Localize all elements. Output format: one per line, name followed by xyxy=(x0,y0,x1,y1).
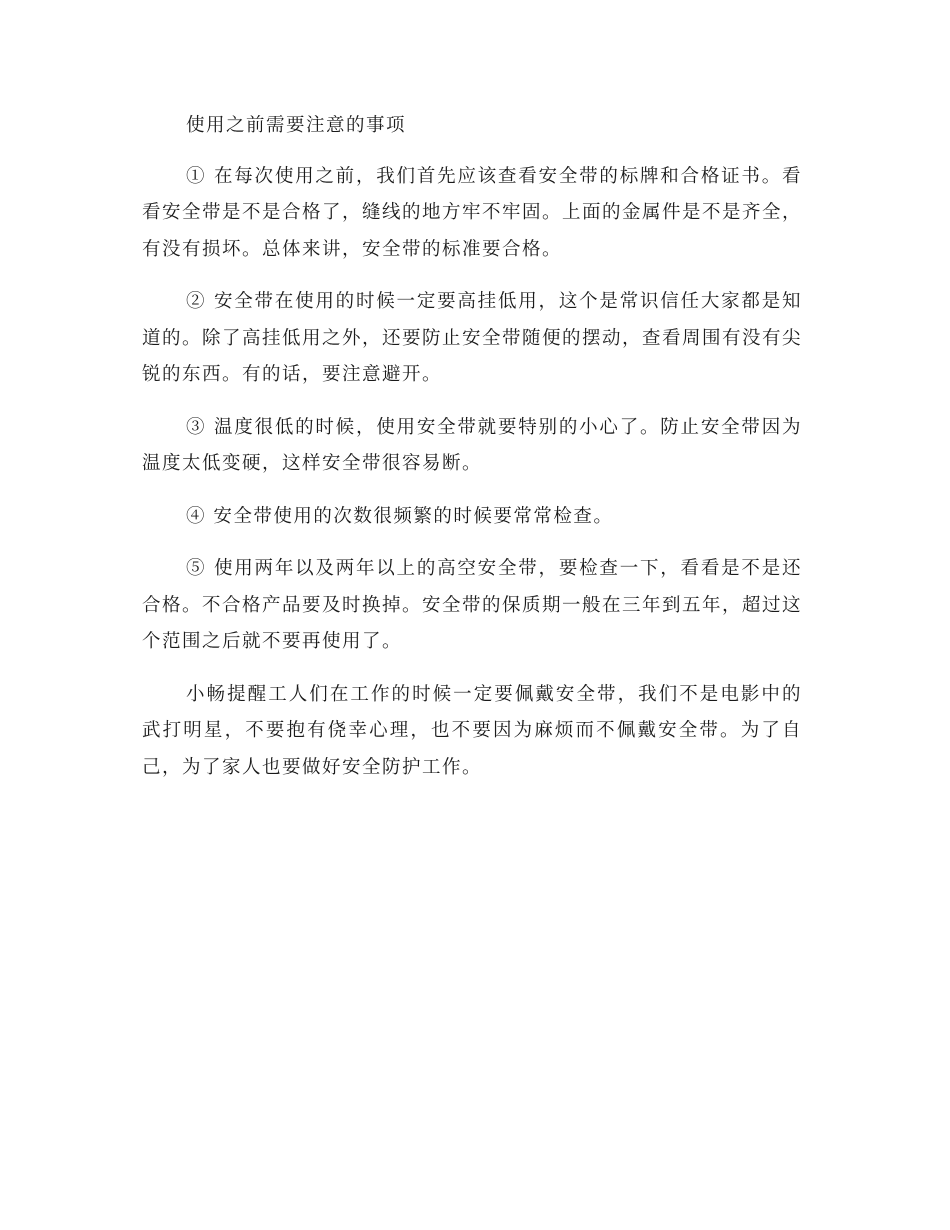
paragraph-1: ① 在每次使用之前，我们首先应该查看安全带的标牌和合格证书。看看安全带是不是合格了，缝线的地方牢不牢固。上面的金属件是不是齐全，有没有损坏。总体来讲，安全带的标准要合格。 xyxy=(142,165,803,260)
document-body xyxy=(142,108,802,802)
section-heading: 使用之前需要注意的事项 xyxy=(186,115,407,136)
closing-paragraph: 小畅提醒工人们在工作的时候一定要佩戴安全带，我们不是电影中的武打明星，不要抱有侥幸心理，也不要因为麻烦而不佩戴安全带。为了自己，为了家人也要做好安全防护工作。 xyxy=(142,683,802,778)
paragraph-5: ⑤ 使用两年以及两年以上的高空安全带，要检查一下，看看是不是还合格。不合格产品要及时换掉。安全带的保质期一般在三年到五年，超过这个范围之后就不要再使用了。 xyxy=(142,558,803,652)
paragraph-2: ② 安全带在使用的时候一定要高挂低用，这个是常识信任大家都是知道的。除了高挂低用之外，还要防止安全带随便的摆动，查看周围有没有尖锐的东西。有的话，要注意避开。 xyxy=(142,291,803,385)
paragraph-3: ③ 温度很低的时候，使用安全带就要特别的小心了。防止安全带因为温度太低变硬，这样安全带很容易断。 xyxy=(142,416,802,474)
paragraph-4: ④ 安全带使用的次数很频繁的时候要常常检查。 xyxy=(186,505,614,527)
